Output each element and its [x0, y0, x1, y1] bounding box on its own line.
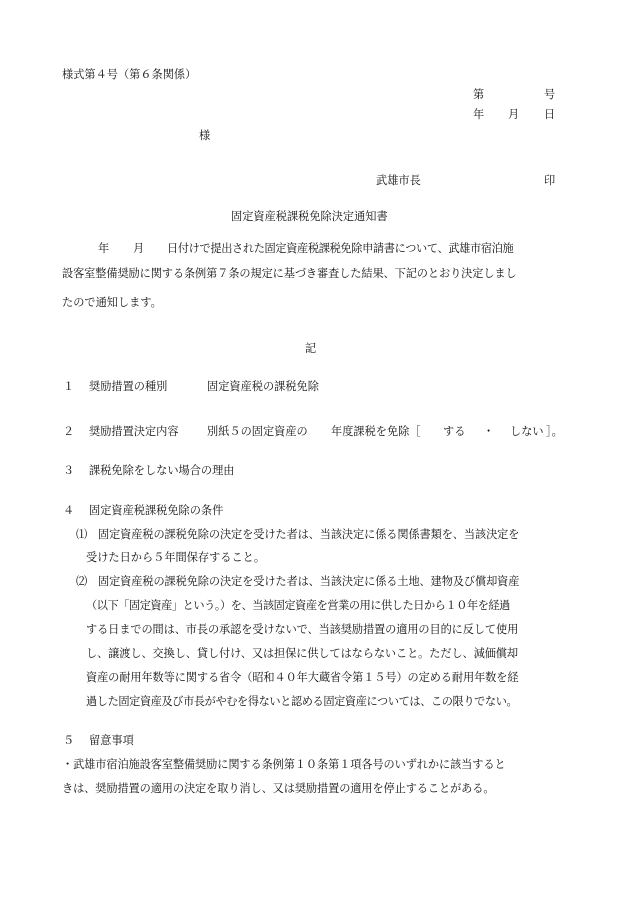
- date-day: 日: [544, 108, 556, 121]
- item2-value-a: 別紙５の固定資産の: [207, 425, 308, 438]
- item5-note-line2: きは、奨励措置の適用の決定を取り消し、又は奨励措置の適用を停止することがある。: [62, 782, 495, 795]
- item1-value: 固定資産税の課税免除: [207, 380, 319, 393]
- condition2-line2: （以下「固定資産」という。）を、当該固定資産を営業の用に供した日から１０年を経過: [86, 599, 510, 612]
- condition1-mark: ⑴: [76, 528, 88, 541]
- condition1-line2: 受けた日から５年間保存すること。: [86, 551, 266, 564]
- item2-number: ２: [63, 425, 75, 438]
- condition2-mark: ⑵: [76, 575, 88, 588]
- condition2-line4: し、譲渡し、交換し、貸し付け、又は担保に供してはならないこと。ただし、減価償却: [86, 647, 518, 660]
- intro-line3: たので通知します。: [62, 296, 162, 309]
- date-month: 月: [508, 108, 520, 121]
- item2-option-shinai: しない: [510, 425, 544, 438]
- issuer-name: 武雄市長: [376, 174, 421, 187]
- condition1-line1: 固定資産税の課税免除の決定を受けた者は、当該決定に係る関係書類を、当該決定を: [98, 528, 520, 541]
- intro-month: 月: [133, 242, 145, 255]
- form-number: 様式第４号（第６条関係）: [62, 68, 197, 81]
- item3-number: ３: [63, 464, 75, 477]
- item5-number: ５: [63, 734, 75, 747]
- condition2-line3: する日までの間は、市長の承認を受けないで、当該奨励措置の適用の目的に反して使用: [86, 623, 519, 636]
- item2-value-b: 年度課税を免除［: [331, 425, 421, 438]
- item2-label: 奨励措置決定内容: [89, 425, 179, 438]
- intro-line2: 設客室整備奨励に関する条例第７条の規定に基づき審査した結果、下記のとおり決定しまし: [62, 267, 517, 280]
- intro-line1: 日付けで提出された固定資産税課税免除申請書について、武雄市宿泊施: [167, 242, 514, 255]
- item4-label: 固定資産税課税免除の条件: [89, 504, 224, 517]
- condition2-line5: 資産の耐用年数等に関する省令（昭和４０年大蔵省令第１５号）の定める耐用年数を経: [86, 671, 519, 684]
- item2-option-separator: ・: [483, 425, 495, 438]
- item3-label: 課税免除をしない場合の理由: [89, 464, 235, 477]
- item1-number: １: [63, 380, 75, 393]
- doc-number-go: 号: [544, 88, 556, 101]
- issuer-seal: 印: [544, 174, 556, 187]
- item5-note-line1: ・武雄市宿泊施設客室整備奨励に関する条例第１０条第１項各号のいずれかに該当すると: [62, 758, 506, 771]
- item1-label: 奨励措置の種別: [89, 380, 168, 393]
- doc-number-dai: 第: [473, 88, 485, 101]
- condition2-line6: 過した固定資産及び市長がやむを得ないと認める固定資産については、この限りでない。: [86, 695, 518, 708]
- addressee-sama: 様: [199, 129, 211, 142]
- intro-year: 年: [98, 242, 110, 255]
- item2-option-suru: する: [443, 425, 466, 438]
- ki-label: 記: [305, 342, 317, 355]
- condition2-line1: 固定資産税の課税免除の決定を受けた者は、当該決定に係る土地、建物及び償却資産: [98, 575, 520, 588]
- item5-label: 留意事項: [89, 734, 134, 747]
- item4-number: ４: [63, 504, 75, 517]
- document-title: 固定資産税課税免除決定通知書: [231, 210, 388, 223]
- date-year: 年: [473, 108, 485, 121]
- item2-close: ］。: [546, 425, 563, 438]
